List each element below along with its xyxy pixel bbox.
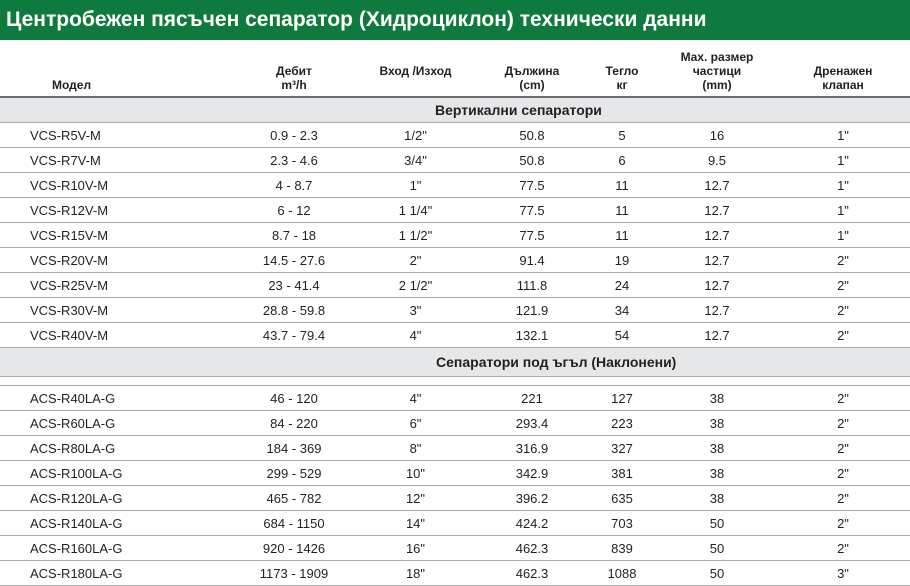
table-row: [0, 223, 910, 248]
cell-drain: 2": [776, 511, 910, 536]
page-title: Центробежен пясъчен сепаратор (Хидроциклон) технически данни: [0, 0, 910, 40]
cell-drain: 2": [776, 536, 910, 561]
cell-flow: 684 - 1150: [235, 511, 353, 536]
cell-weight: 11: [586, 198, 658, 223]
cell-weight: 54: [586, 323, 658, 348]
header-particle: Max. размер частици (mm): [658, 40, 776, 97]
cell-particle: 38: [658, 411, 776, 436]
cell-flow: 84 - 220: [235, 411, 353, 436]
cell-flow: 299 - 529: [235, 461, 353, 486]
section-vertical: [0, 97, 910, 123]
cell-model: VCS-R25V-M: [0, 273, 235, 298]
cell-drain: 2": [776, 436, 910, 461]
cell-weight: 11: [586, 173, 658, 198]
cell-length: 396.2: [478, 486, 586, 511]
cell-drain: 2": [776, 323, 910, 348]
cell-weight: 5: [586, 123, 658, 148]
cell-length: 50.8: [478, 123, 586, 148]
table-row: [0, 386, 910, 411]
table-row: [0, 323, 910, 348]
section-vertical-title: Вертикални сепаратори: [353, 97, 910, 123]
cell-drain: 1": [776, 173, 910, 198]
cell-flow: 4 - 8.7: [235, 173, 353, 198]
cell-length: 77.5: [478, 173, 586, 198]
cell-inout: 3/4": [353, 148, 478, 173]
cell-length: 293.4: [478, 411, 586, 436]
cell-length: 424.2: [478, 511, 586, 536]
cell-particle: 12.7: [658, 298, 776, 323]
cell-inout: 2": [353, 248, 478, 273]
cell-particle: 12.7: [658, 248, 776, 273]
header-weight: Тегло кг: [586, 40, 658, 97]
cell-model: VCS-R20V-M: [0, 248, 235, 273]
cell-particle: 16: [658, 123, 776, 148]
cell-inout: 8": [353, 436, 478, 461]
cell-length: 342.9: [478, 461, 586, 486]
cell-particle: 12.7: [658, 273, 776, 298]
header-drain: Дренажен клапан: [776, 40, 910, 97]
cell-model: ACS-R180LA-G: [0, 561, 235, 586]
cell-particle: 12.7: [658, 198, 776, 223]
table-row: [0, 436, 910, 461]
table-row: [0, 123, 910, 148]
cell-drain: 3": [776, 561, 910, 586]
cell-length: 316.9: [478, 436, 586, 461]
cell-inout: 16": [353, 536, 478, 561]
cell-inout: 4": [353, 386, 478, 411]
cell-flow: 2.3 - 4.6: [235, 148, 353, 173]
cell-particle: 50: [658, 511, 776, 536]
cell-flow: 8.7 - 18: [235, 223, 353, 248]
cell-length: 77.5: [478, 198, 586, 223]
cell-model: ACS-R80LA-G: [0, 436, 235, 461]
cell-drain: 2": [776, 298, 910, 323]
cell-drain: 2": [776, 411, 910, 436]
cell-model: VCS-R5V-M: [0, 123, 235, 148]
cell-flow: 184 - 369: [235, 436, 353, 461]
header-inout: Вход /Изход: [353, 40, 478, 97]
cell-drain: 2": [776, 486, 910, 511]
cell-drain: 1": [776, 123, 910, 148]
cell-weight: 839: [586, 536, 658, 561]
cell-flow: 465 - 782: [235, 486, 353, 511]
cell-inout: 2 1/2": [353, 273, 478, 298]
section-angled-title: Сепаратори под ъгъл (Наклонени): [353, 348, 910, 377]
cell-weight: 34: [586, 298, 658, 323]
cell-weight: 703: [586, 511, 658, 536]
cell-weight: 635: [586, 486, 658, 511]
cell-inout: 6": [353, 411, 478, 436]
cell-flow: 14.5 - 27.6: [235, 248, 353, 273]
cell-inout: 1/2": [353, 123, 478, 148]
cell-model: VCS-R12V-M: [0, 198, 235, 223]
specs-table: [0, 40, 910, 586]
cell-length: 111.8: [478, 273, 586, 298]
cell-weight: 327: [586, 436, 658, 461]
table-row: [0, 198, 910, 223]
cell-particle: 50: [658, 536, 776, 561]
cell-drain: 1": [776, 198, 910, 223]
cell-length: 121.9: [478, 298, 586, 323]
header-length: Дължина (cm): [478, 40, 586, 97]
cell-particle: 38: [658, 486, 776, 511]
cell-inout: 4": [353, 323, 478, 348]
cell-length: 462.3: [478, 561, 586, 586]
cell-inout: 14": [353, 511, 478, 536]
spacer-row: [0, 377, 910, 386]
cell-model: ACS-R40LA-G: [0, 386, 235, 411]
cell-drain: 2": [776, 248, 910, 273]
cell-model: VCS-R15V-M: [0, 223, 235, 248]
cell-length: 50.8: [478, 148, 586, 173]
cell-particle: 9.5: [658, 148, 776, 173]
cell-weight: 19: [586, 248, 658, 273]
cell-length: 462.3: [478, 536, 586, 561]
cell-model: ACS-R100LA-G: [0, 461, 235, 486]
cell-flow: 1173 - 1909: [235, 561, 353, 586]
cell-length: 132.1: [478, 323, 586, 348]
cell-flow: 43.7 - 79.4: [235, 323, 353, 348]
header-flow: Дебит m³/h: [235, 40, 353, 97]
cell-model: VCS-R30V-M: [0, 298, 235, 323]
cell-model: ACS-R60LA-G: [0, 411, 235, 436]
cell-weight: 127: [586, 386, 658, 411]
table-row: [0, 411, 910, 436]
cell-flow: 46 - 120: [235, 386, 353, 411]
section-angled: [0, 348, 910, 377]
cell-model: VCS-R7V-M: [0, 148, 235, 173]
cell-weight: 11: [586, 223, 658, 248]
cell-drain: 1": [776, 148, 910, 173]
cell-flow: 28.8 - 59.8: [235, 298, 353, 323]
cell-model: VCS-R40V-M: [0, 323, 235, 348]
cell-inout: 18": [353, 561, 478, 586]
cell-inout: 10": [353, 461, 478, 486]
cell-weight: 1088: [586, 561, 658, 586]
cell-flow: 23 - 41.4: [235, 273, 353, 298]
cell-particle: 38: [658, 386, 776, 411]
table-row: [0, 461, 910, 486]
table-row: [0, 148, 910, 173]
cell-particle: 12.7: [658, 323, 776, 348]
cell-model: ACS-R140LA-G: [0, 511, 235, 536]
cell-inout: 3": [353, 298, 478, 323]
cell-particle: 38: [658, 461, 776, 486]
cell-drain: 2": [776, 273, 910, 298]
cell-weight: 6: [586, 148, 658, 173]
table-row: [0, 173, 910, 198]
cell-model: ACS-R120LA-G: [0, 486, 235, 511]
cell-drain: 2": [776, 386, 910, 411]
cell-inout: 1 1/2": [353, 223, 478, 248]
table-row: [0, 511, 910, 536]
cell-inout: 1 1/4": [353, 198, 478, 223]
cell-inout: 1": [353, 173, 478, 198]
table-row: [0, 536, 910, 561]
cell-flow: 920 - 1426: [235, 536, 353, 561]
cell-length: 77.5: [478, 223, 586, 248]
cell-particle: 12.7: [658, 223, 776, 248]
cell-weight: 381: [586, 461, 658, 486]
table-row: [0, 298, 910, 323]
table-row: [0, 561, 910, 586]
cell-length: 91.4: [478, 248, 586, 273]
cell-inout: 12": [353, 486, 478, 511]
cell-weight: 223: [586, 411, 658, 436]
cell-weight: 24: [586, 273, 658, 298]
cell-particle: 12.7: [658, 173, 776, 198]
header-model: Модел: [0, 40, 235, 97]
cell-drain: 1": [776, 223, 910, 248]
cell-length: 221: [478, 386, 586, 411]
cell-model: ACS-R160LA-G: [0, 536, 235, 561]
table-row: [0, 486, 910, 511]
table-row: [0, 273, 910, 298]
cell-particle: 50: [658, 561, 776, 586]
header-row: [0, 40, 910, 97]
cell-drain: 2": [776, 461, 910, 486]
cell-particle: 38: [658, 436, 776, 461]
cell-model: VCS-R10V-M: [0, 173, 235, 198]
table-row: [0, 248, 910, 273]
cell-flow: 6 - 12: [235, 198, 353, 223]
cell-flow: 0.9 - 2.3: [235, 123, 353, 148]
